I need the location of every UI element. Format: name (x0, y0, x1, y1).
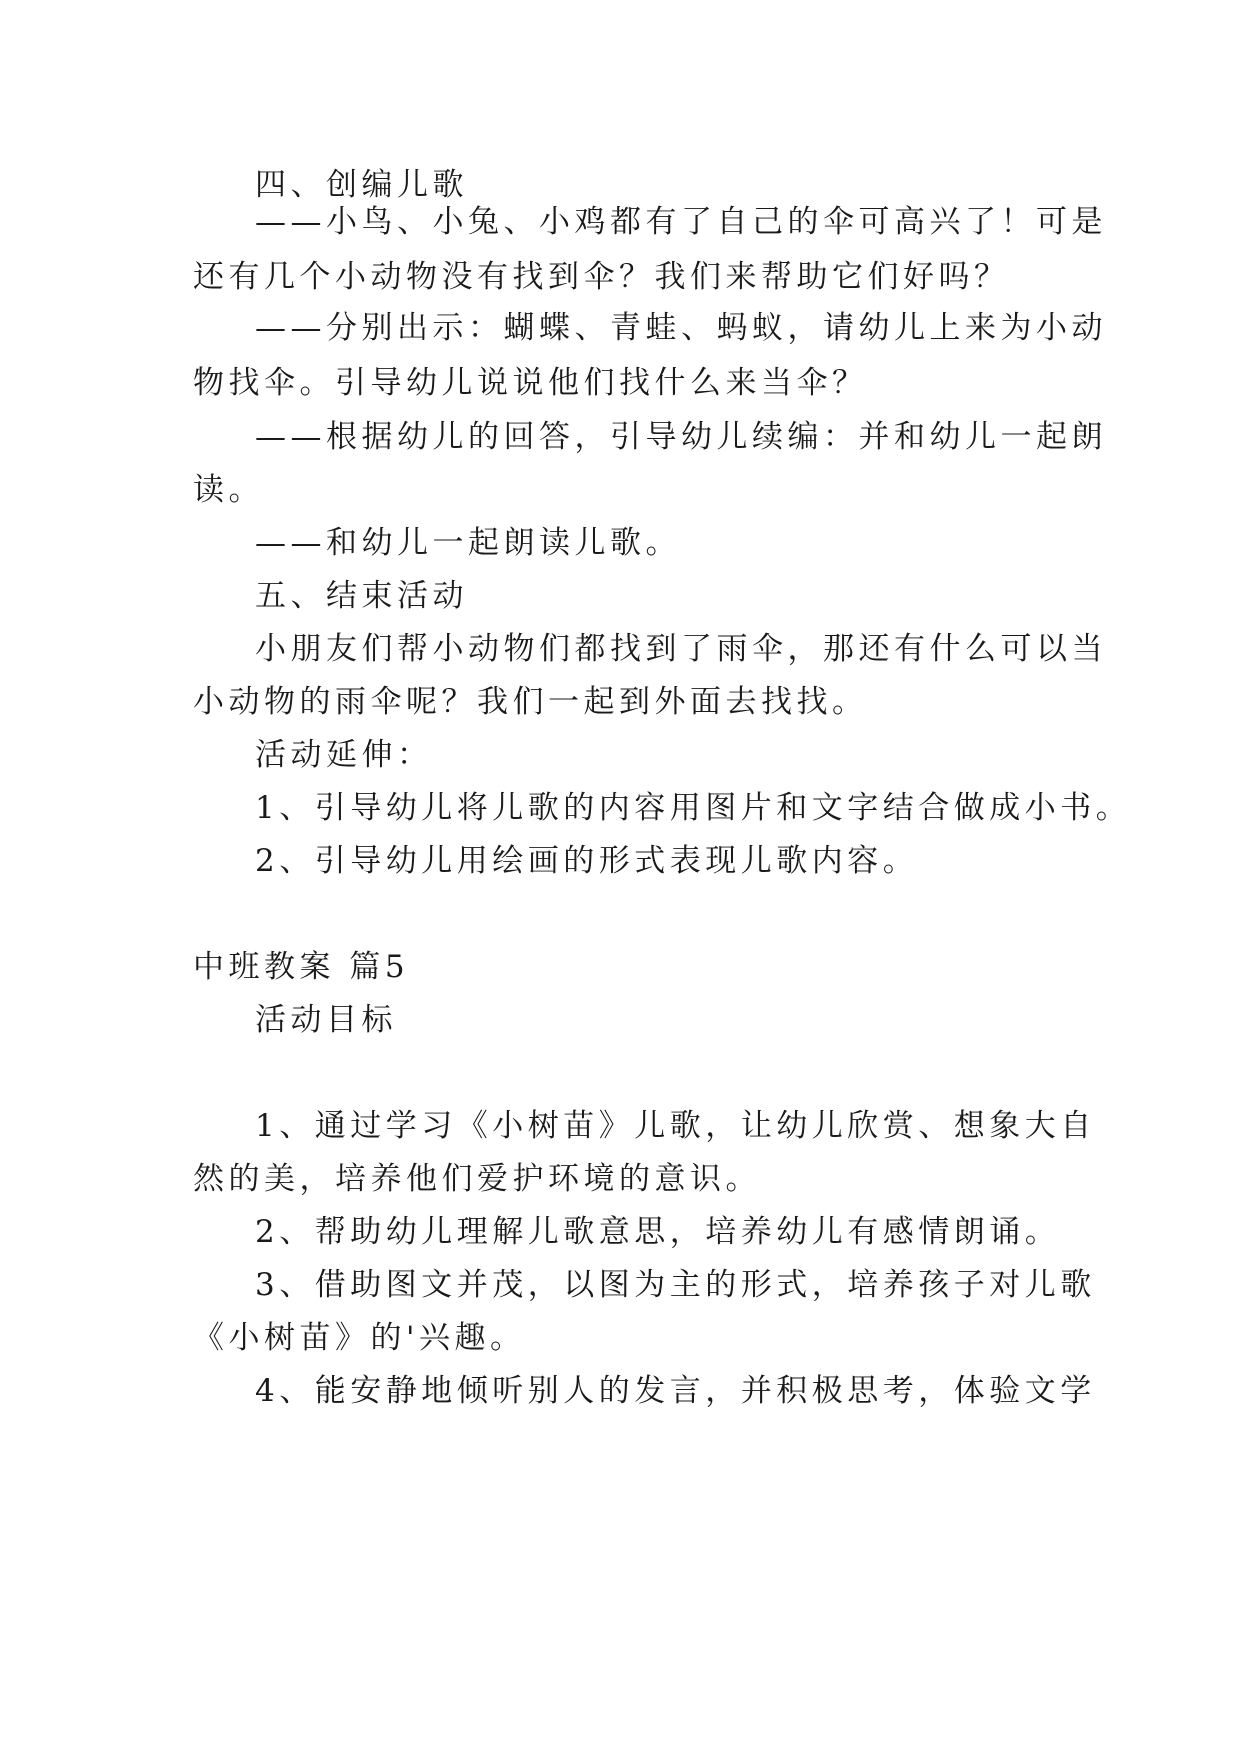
section-heading-create-song: 四、创编儿歌 (255, 167, 468, 203)
list-item: 4、能安静地倾听别人的发言，并积极思考，体验文学 (255, 1373, 1096, 1409)
paragraph-line: 还有几个小动物没有找到伞？我们来帮助它们好吗？ (193, 259, 1010, 295)
paragraph-line: 读。 (193, 472, 264, 508)
section-heading-end-activity: 五、结束活动 (255, 578, 468, 614)
paragraph-line: 小动物的雨伞呢？我们一起到外面去找找。 (193, 684, 868, 720)
paragraph-line: 物找伞。引导幼儿说说他们找什么来当伞？ (193, 365, 868, 401)
list-item: 1、引导幼儿将儿歌的内容用图片和文字结合做成小书。 (255, 790, 1132, 826)
list-item: 2、帮助幼儿理解儿歌意思，培养幼儿有感情朗诵。 (255, 1214, 1061, 1250)
paragraph-line: ——根据幼儿的回答，引导幼儿续编：并和幼儿一起朗 (255, 419, 1107, 455)
list-item: 3、借助图文并茂，以图为主的形式，培养孩子对儿歌 (255, 1267, 1096, 1303)
paragraph-line: ——分别出示：蝴蝶、青蛙、蚂蚁，请幼儿上来为小动 (255, 310, 1107, 346)
section-heading-extension: 活动延伸： (255, 737, 433, 773)
list-item: 1、通过学习《小树苗》儿歌，让幼儿欣赏、想象大自 (255, 1108, 1096, 1144)
paragraph-line: 然的美，培养他们爱护环境的意识。 (193, 1161, 761, 1197)
lesson-plan-title: 中班教案 篇5 (193, 949, 410, 985)
list-item: 2、引导幼儿用绘画的形式表现儿歌内容。 (255, 843, 919, 879)
paragraph-line: ——小鸟、小兔、小鸡都有了自己的伞可高兴了！可是 (255, 204, 1107, 240)
paragraph-line: 小朋友们帮小动物们都找到了雨伞，那还有什么可以当 (255, 631, 1107, 667)
paragraph-line: ——和幼儿一起朗读儿歌。 (255, 525, 681, 561)
paragraph-line: 《小树苗》的'兴趣。 (193, 1320, 526, 1356)
section-heading-objectives: 活动目标 (255, 1002, 397, 1038)
